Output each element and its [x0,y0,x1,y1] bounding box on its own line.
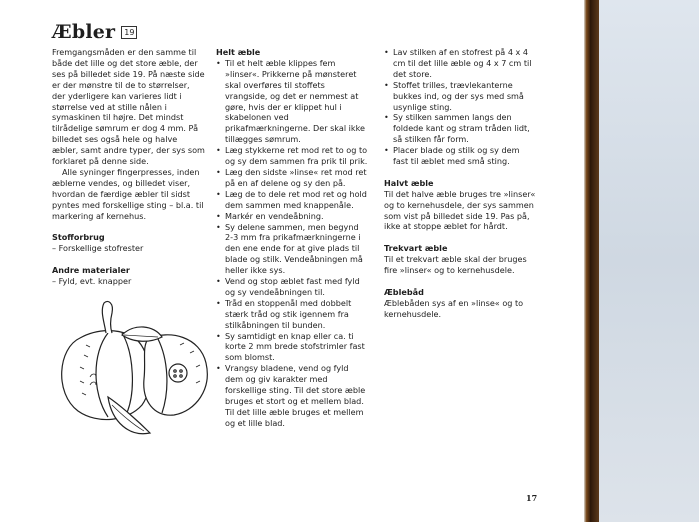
page-number: 17 [526,493,538,503]
apple-boat-heading: Æblebåd [384,286,424,297]
whole-apple-steps [216,58,369,429]
fabric-item: – Forskellige stofrester [52,243,144,254]
fabric-heading: Stofforbrug [52,232,105,243]
list-item: • Sy stilken sammen langs den foldede kant og stram tråden lidt, så stilken får form. [384,112,537,145]
apple-boat-text: Æblebåden sys af en »linse« og to kernehusdele. [384,297,524,319]
list-item: • Sy delene sammen, men begynd 2-3 mm fra prikafmærkningerne i den ene ende for at give plads til blade og stilk. Vendeåbningen må heller ikke sys. [216,222,369,277]
list-item: • Lav stilken af en stofrest på 4 x 4 cm til det lille æble og 4 x 7 cm til det store. [384,47,537,80]
stem-steps [384,47,537,167]
title-row [52,21,137,43]
intro-paragraph-2: Alle syninger fingerpresses, inden æblerne vendes, og billedet viser, hvordan de færdige æbler til sidst pyntes med forskellige sting – bl.a. til markering af kernehus. [52,166,204,221]
three-quarter-apple-text: Til et trekvart æble skal der bruges fire »linser« og to kernehusdele. [384,254,527,276]
whole-apple-heading: Helt æble [216,47,261,57]
list-item: • Til et helt æble klippes fem »linser«. Prikkerne på mønsteret skal overføres til stoffets vrangside, og det er nemmest at gøre, hvis der er klippet hul i skabelonen ved prikafmærkningerne. Der skal ikke tillægges sømrum. [216,58,369,145]
list-item: • Sy samtidigt en knap eller ca. ti korte 2 mm brede stofstrimler fast som blomst. [216,331,369,364]
background-surface [599,0,699,522]
three-quarter-apple-heading: Trekvart æble [384,243,448,254]
column-intro [52,47,205,287]
column-variants [384,47,537,320]
list-item: • Markér en vendeåbning. [216,211,369,222]
half-apple-heading: Halvt æble [384,177,434,188]
list-item: • Tråd en stoppenål med dobbelt stærk tråd og stik igennem fra stilkåbningen til bunden. [216,298,369,331]
list-item: • Vrangsy bladene, vend og fyld dem og giv karakter med forskellige sting. Til det store æble bruges et stort og et mellem blad. Til det lille æble bruges et mellem og et lille blad. [216,363,369,428]
half-apple-text: Til det halve æble bruges tre »linser« og to kernehusdele, der sys sammen som vist på billedet side 19. Pas på, ikke at stoppe æblet for hårdt. [384,188,536,232]
list-item: • Læg de to dele ret mod ret og hold dem sammen med knappenåle. [216,189,369,211]
list-item: • Læg stykkerne ret mod ret to og to og sy dem sammen fra prik til prik. [216,145,369,167]
materials-heading: Andre materialer [52,265,130,276]
book-cover-edge [590,0,599,522]
list-item: • Læg den sidste »linse« ret mod ret på en af delene og sy den på. [216,167,369,189]
list-item: • Placer blade og stilk og sy dem fast til æblet med små sting. [384,145,537,167]
intro-paragraph: Fremgangsmåden er den samme til både det lille og det store æble, der ses på billedet side 19. På næste side er der mønstre til de to størrelser, der yderligere kan varieres lidt i størrelse ved at stille nålen i symaskinen til højre. Det mindst tilrådelige sømrum er dog 4 mm. På billedet ses også hele og halve æbler, samt andre typer, der sys som forklaret på denne side. [52,47,205,167]
page-title: Æbler [52,21,116,43]
chapter-number-badge: 19 [121,26,137,39]
column-whole-apple [216,47,369,429]
list-item: • Stoffet trilles, trævlekanterne bukkes ind, og der sys med små usynlige sting. [384,80,537,113]
materials-item: – Fyld, evt. knapper [52,276,132,286]
list-item: • Vend og stop æblet fast med fyld og sy vendeåbningen til. [216,276,369,298]
apple-illustration [50,293,212,439]
